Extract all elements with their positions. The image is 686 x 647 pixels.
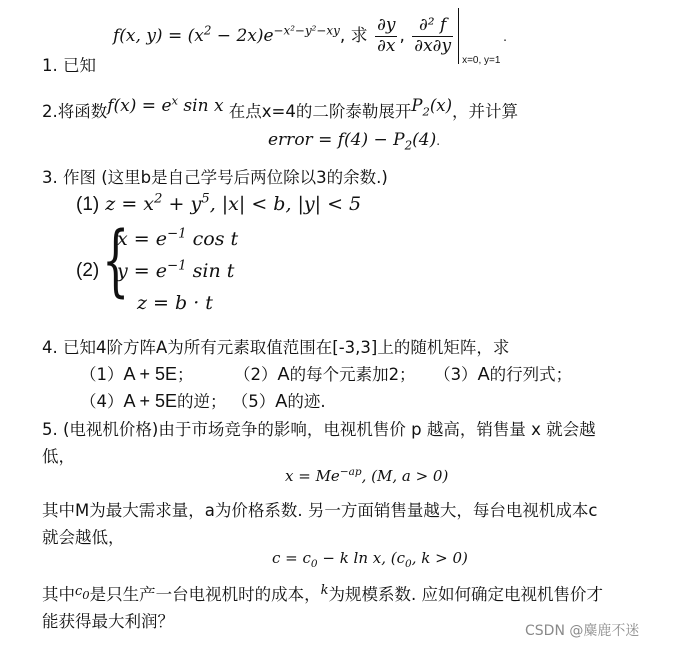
problem-3-part1 [76,193,361,216]
p3-line-y [117,260,234,282]
problem-1-formula [113,8,507,64]
problem-1-number: 1. 已知 [42,56,96,75]
p4-r2-n1: （4） [80,392,124,411]
p4-r1-m3: A [477,364,490,384]
p4-r1-s1: ； [177,365,194,384]
problem-5-line6: 能获得最大利润？ [42,612,174,631]
p5-eq1-a: x = Me [285,467,340,485]
p4-r2-m2: A [275,391,288,411]
p5-l5-sub: 0 [82,588,90,603]
p1-frac-dy-dx [375,16,397,56]
problem-5-eq1 [285,467,448,485]
p5-l5-c: c [75,584,83,599]
problem-2-line [42,92,519,121]
p1-frac2-den: ∂x∂y [414,35,452,56]
p3-part1-label: (1) [76,194,100,215]
p2-error-tail: (4) [412,130,437,150]
problem-4-row1 [80,361,572,385]
p3-brace: { [102,216,130,306]
problem-5-line2: 低， [42,447,75,466]
p4-r2-n2: （5） [231,392,276,411]
p2-func: f(x) = e [107,96,172,116]
problem-5-line3: 其中M为最大需求量，a为价格系数. 另一方面销售量越大，每台电视机成本c [42,501,598,520]
p4-r1-n1: （1） [80,365,124,384]
p3-line-x-exp: −1 [166,226,187,242]
p1-frac1-den: ∂x [377,35,396,56]
p2-func-tail: sin x [178,96,224,116]
p1-end: . [503,30,507,44]
p2-end: . [436,134,441,148]
p2-prefix: 2.将函数 [42,102,108,121]
p1-eval-bar [458,8,501,66]
p4-r1-n2: （2） [234,365,278,384]
problem-2-error [268,130,441,153]
problem-5-line5 [42,581,603,605]
problem-5-line1: 5. (电视机价格)由于市场竞争的影响，电视机售价 p 越高，销售量 x 就会越 [42,420,596,439]
p3-part2-label: (2) [76,260,100,281]
p2-error-eq: error = f(4) − P [268,130,405,150]
p1-exp: −x²−y²−xy [273,23,340,38]
p5-l5-k: k [320,583,329,598]
p1-mid: − 2x)e [211,26,274,46]
problem-5-eq2 [272,549,468,570]
p1-frac1-num: ∂y [377,14,396,35]
p3-part1-eq-e: , |x| < b, |y| < 5 [209,193,362,215]
p1-sq: 2 [203,23,212,38]
p5-eq2-a: c = c [272,549,311,567]
problem-3-header: 3. 作图 (这里b是自己学号后两位除以3的余数.) [42,168,388,187]
p5-eq2-b: − k ln x, (c [317,549,406,567]
p3-line-y-exp: −1 [166,258,187,274]
p3-line-x-a: x = e [117,228,167,250]
p3-part1-eq-c: + y [162,193,202,215]
p4-r2-m1: A + 5E [123,391,178,411]
p4-r1-m1: A + 5E [123,364,178,384]
problem-5-line4: 就会越低， [42,528,125,547]
p1-ask: , 求 [339,26,368,46]
p2-error-sub: 2 [404,138,413,153]
p4-r1-m2: A [277,364,290,384]
p2-text-mid: 在点x=4的二阶泰勒展开 [228,102,412,121]
p3-part1-eq-a: z = x [105,193,155,215]
p1-frac2-num: ∂² f [412,16,453,37]
p1-lhs: f(x, y) = (x [113,26,204,46]
p5-eq1-b: , (M, a > 0) [361,467,449,485]
p1-frac-mixed [412,16,453,56]
p5-l5-a: 其中 [42,585,75,604]
p3-line-x-b: cos t [186,228,239,250]
p3-line-y-a: y = e [117,260,167,282]
p5-eq2-c: , k > 0) [411,549,468,567]
p3-line-x [117,228,238,250]
p3-line-z: z = b · t [137,292,213,314]
p5-l5-b: 是只生产一台电视机时的成本， [89,585,321,604]
p5-eq1-exp: −ap [339,466,362,478]
p4-r2-s1: 的逆； [177,392,227,411]
csdn-watermark: CSDN @麋鹿不迷 [525,623,640,639]
p5-eq2-sub: 0 [310,558,318,570]
p4-r2-s2: 的迹. [287,392,326,411]
p5-l5-c2: 为规模系数. 应如何确定电视机售价才 [328,585,604,604]
p4-r1-n3: （3） [434,365,478,384]
problem-4-header: 4. 已知4阶方阵A为所有元素取值范围在[-3,3]上的随机矩阵，求 [42,338,510,357]
p3-part1-eq-b: 2 [154,191,163,207]
p5-eq2-sub2: 0 [405,558,412,570]
p3-part1-eq-d: 5 [201,191,210,207]
p4-r1-s2: 的每个元素加2； [289,365,416,384]
p2-poly: P [411,96,423,115]
p4-r1-s3: 的行列式； [489,365,573,384]
p3-line-y-b: sin t [186,260,235,282]
p2-func-exp: x [171,93,179,108]
p2-text-end: ，并计算 [452,102,519,121]
p2-poly-sub: 2 [422,104,430,119]
p2-poly-arg: (x) [429,96,453,115]
p1-sep: , [399,26,405,46]
problem-4-row2 [80,388,326,412]
p1-eval-at: x=0, y=1 [462,55,501,66]
